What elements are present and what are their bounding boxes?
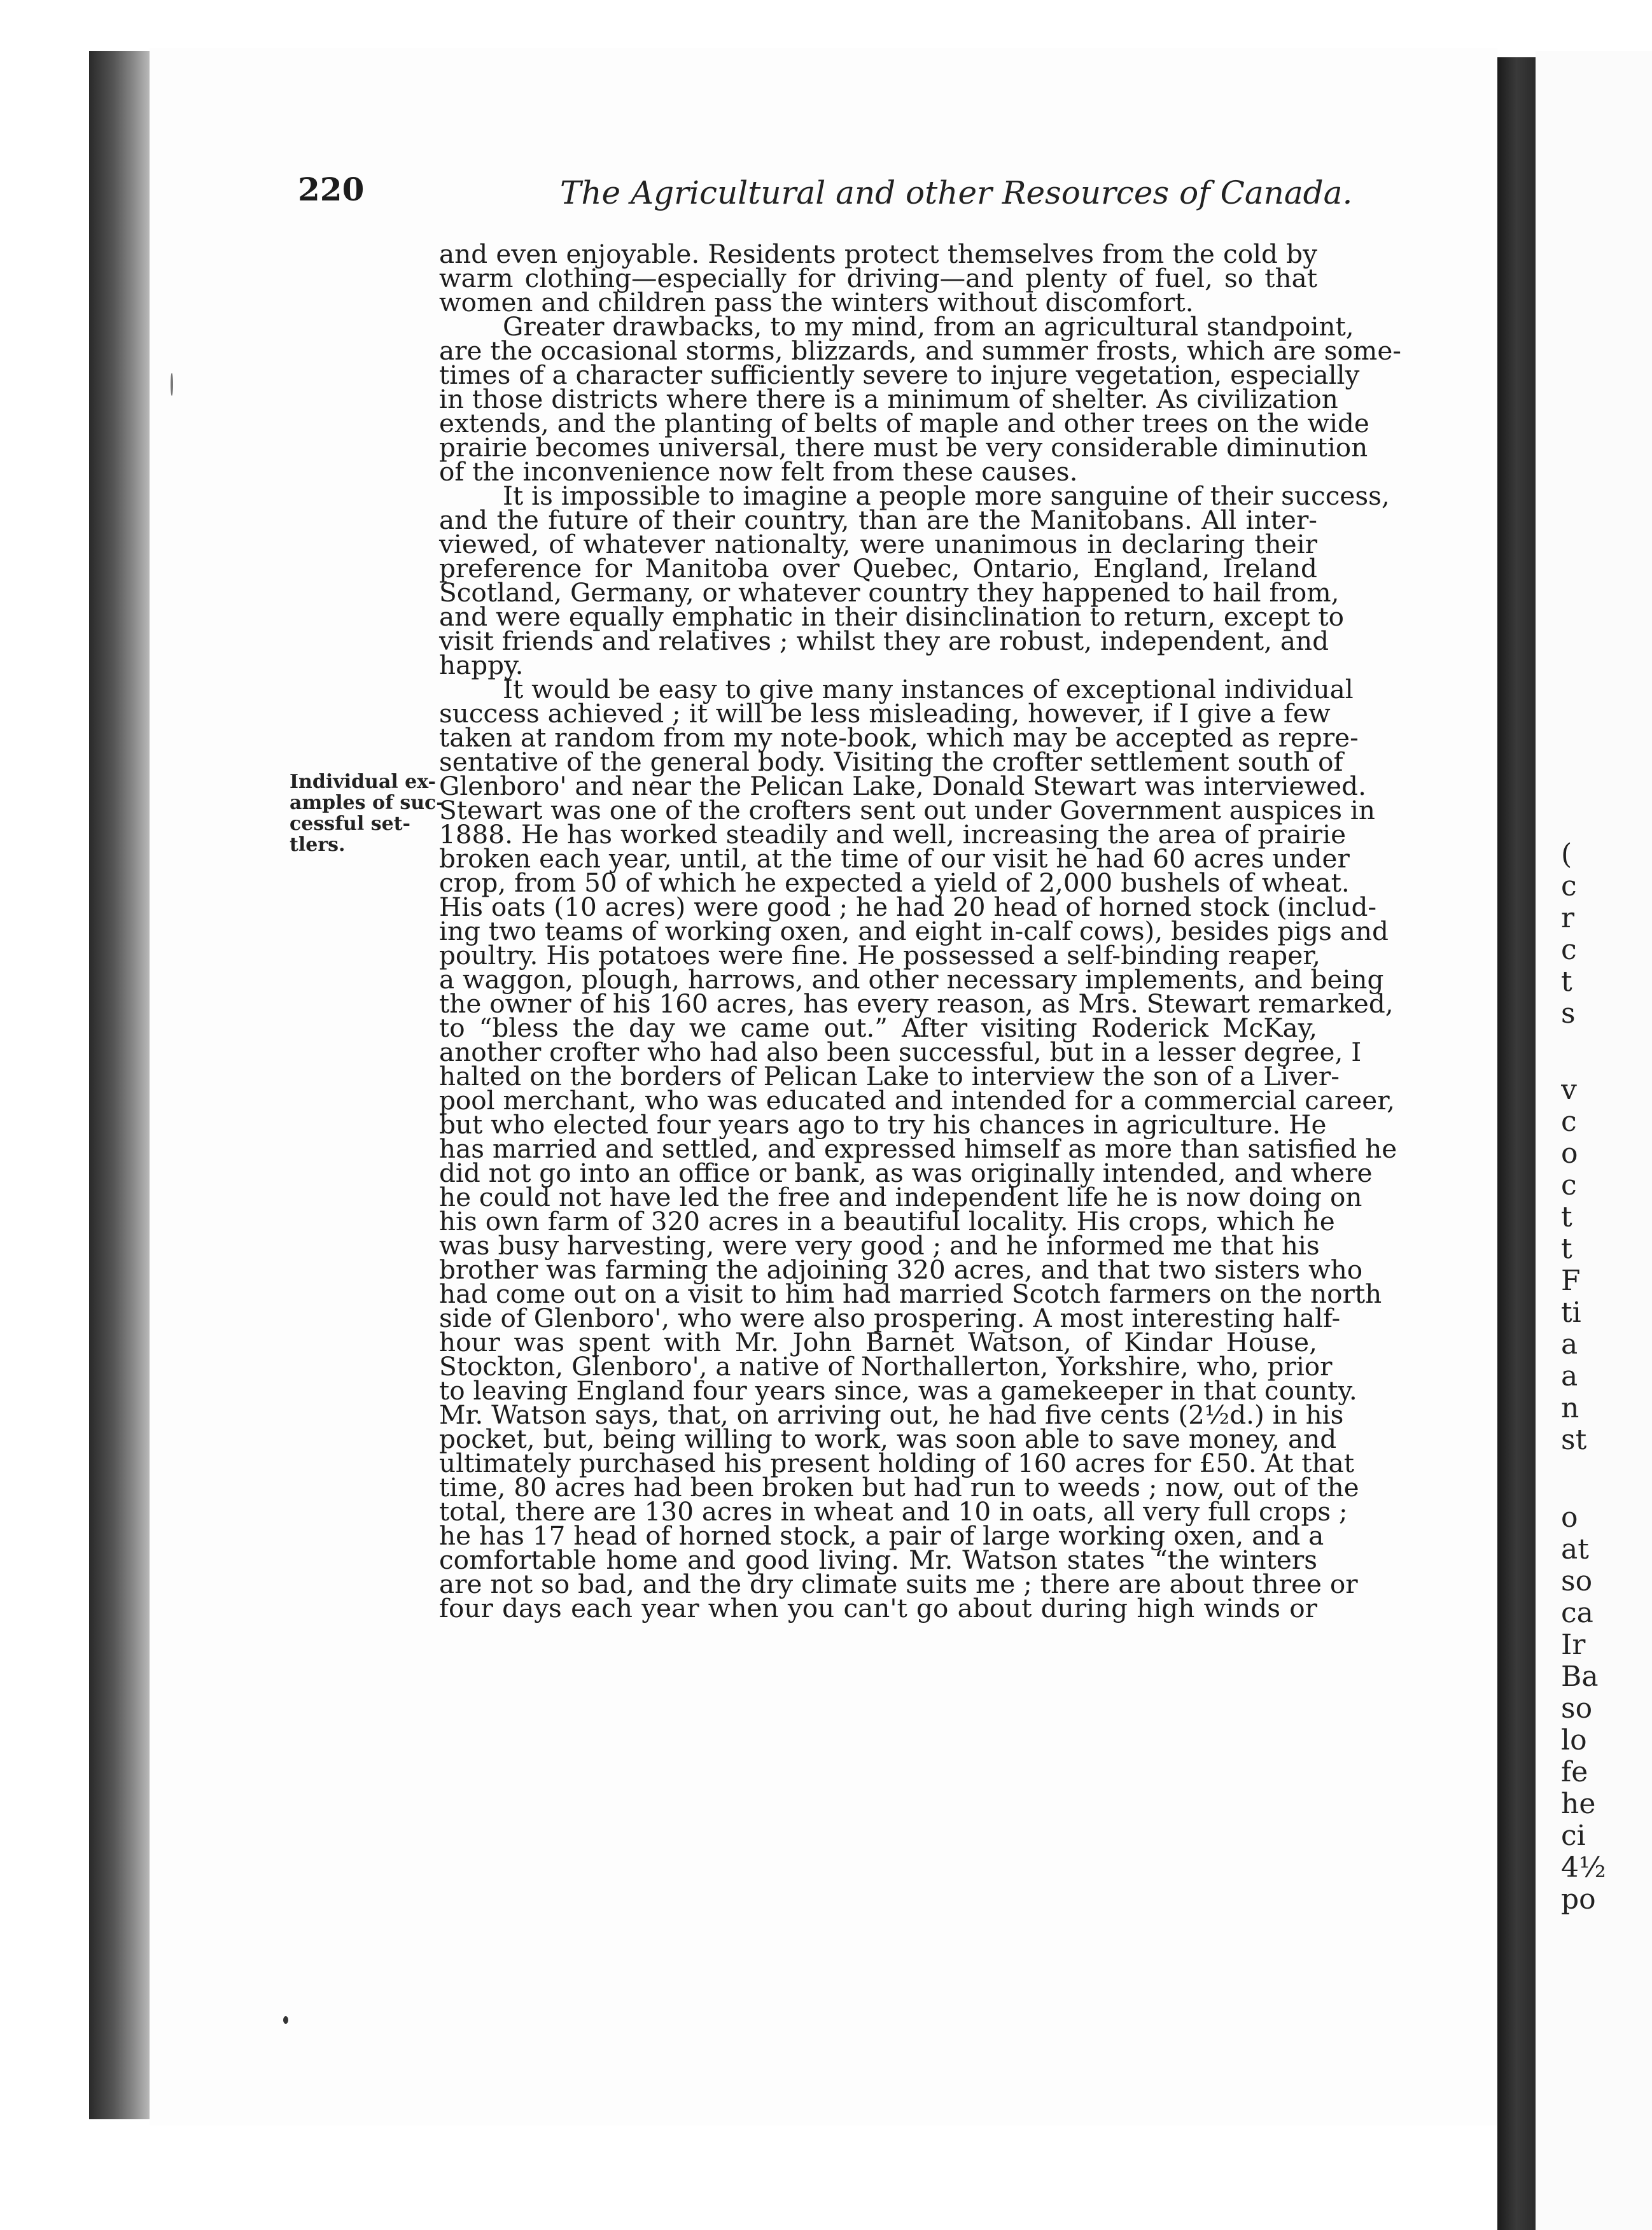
text-line: prairie becomes universal, there must be very considerable diminution (439, 432, 1368, 463)
text-line: he has 17 head of horned stock, a pair of large working oxen, and a (439, 1520, 1324, 1551)
page-number: 220 (298, 171, 365, 208)
body-text (439, 239, 1401, 1623)
facing-page-fragment: ( (1561, 839, 1572, 871)
facing-page-fragment: o (1561, 1502, 1578, 1534)
facing-page-fragment: at (1561, 1534, 1589, 1566)
facing-page-fragment: lo (1561, 1725, 1587, 1757)
text-line: happy. (439, 650, 524, 680)
facing-page-fragment: c (1561, 934, 1577, 966)
facing-page-fragment: ca (1561, 1597, 1593, 1629)
text-line: comfortable home and good living. Mr. Watson states “the winters (439, 1545, 1317, 1575)
text-line: pocket, but, being willing to work, was soon able to save money, and (439, 1424, 1337, 1454)
text-line: 1888. He has worked steadily and well, increasing the area of prairie (439, 819, 1347, 850)
facing-page-fragment: n (1561, 1392, 1579, 1424)
text-line: halted on the borders of Pelican Lake to interview the son of a Liver- (439, 1061, 1340, 1091)
facing-page-fragment: t (1561, 1202, 1572, 1233)
speck-mark (283, 2016, 288, 2024)
text-line: time, 80 acres had been broken but had run to weeds ; now, out of the (439, 1472, 1359, 1503)
text-line: women and children pass the winters without discomfort. (439, 287, 1194, 318)
text-line: success achieved ; it will be less misleading, however, if I give a few (439, 698, 1331, 729)
text-line: crop, from 50 of which he expected a yield of 2,000 bushels of wheat. (439, 867, 1350, 898)
facing-page-fragment: a (1561, 1361, 1578, 1392)
text-line: are the occasional storms, blizzards, and summer frosts, which are some- (439, 335, 1401, 366)
facing-page-fragment: v (1561, 1074, 1577, 1106)
text-line: has married and settled, and expressed himself as more than satisfied he (439, 1133, 1397, 1164)
facing-page-fragment: so (1561, 1693, 1593, 1725)
text-line: pool merchant, who was educated and intended for a commercial career, (439, 1085, 1396, 1116)
text-line: It would be easy to give many instances of exceptional individual (503, 674, 1354, 705)
text-line: Stewart was one of the crofters sent out under Government auspices in (439, 795, 1375, 825)
text-line: His oats (10 acres) were good ; he had 20 head of horned stock (includ- (439, 892, 1377, 922)
text-line: had come out on a visit to him had married Scotch farmers on the north (439, 1279, 1382, 1309)
running-title: The Agricultural and other Resources of Canada. (560, 174, 1353, 211)
text-line: his own farm of 320 acres in a beautiful locality. His crops, which he (439, 1206, 1335, 1237)
text-line: a waggon, plough, harrows, and other necessary implements, and being (439, 964, 1384, 995)
text-line: visit friends and relatives ; whilst they are robust, independent, and (439, 626, 1329, 656)
text-line: but who elected four years ago to try his chances in agriculture. He (439, 1109, 1327, 1140)
facing-page-fragment: t (1561, 966, 1572, 998)
text-line: broken each year, until, at the time of our visit he had 60 acres under (439, 843, 1350, 874)
text-line: Stockton, Glenboro', a native of Northallerton, Yorkshire, who, prior (439, 1351, 1333, 1382)
text-line: of the inconvenience now felt from these causes. (439, 456, 1078, 487)
text-line: side of Glenboro', who were also prospering. A most interesting half- (439, 1303, 1341, 1333)
text-line: warm clothing—especially for driving—and plenty of fuel, so that (439, 263, 1317, 293)
text-line: was busy harvesting, were very good ; and he informed me that his (439, 1230, 1320, 1261)
facing-page-fragment: he (1561, 1788, 1596, 1820)
binding-shadow (89, 51, 159, 2119)
text-line: to leaving England four years since, was a gamekeeper in that county. (439, 1375, 1357, 1406)
text-line: another crofter who had also been successful, but in a lesser degree, I (439, 1037, 1362, 1067)
text-line: to “bless the day we came out.” After visiting Roderick McKay, (439, 1013, 1317, 1043)
text-line: extends, and the planting of belts of maple and other trees on the wide (439, 408, 1369, 438)
text-line: Glenboro' and near the Pelican Lake, Donald Stewart was interviewed. (439, 771, 1366, 801)
facing-page-fragment: so (1561, 1566, 1593, 1597)
text-line: and were equally emphatic in their disinclination to return, except to (439, 601, 1345, 632)
text-line: Scotland, Germany, or whatever country they happened to hail from, (439, 577, 1340, 608)
facing-page-fragment: c (1561, 1170, 1577, 1202)
margin-note-line: Individual ex- (290, 771, 437, 793)
facing-page-edge (1536, 51, 1652, 2230)
text-line: hour was spent with Mr. John Barnet Watson, of Kindar House, (439, 1327, 1317, 1357)
margin-note-line: amples of suc- (290, 792, 444, 814)
facing-page-fragment: Ir (1561, 1629, 1586, 1661)
text-line: ing two teams of working oxen, and eight in-calf cows), besides pigs and (439, 916, 1389, 946)
facing-page-fragment: c (1561, 871, 1577, 902)
text-line: total, there are 130 acres in wheat and 10 in oats, all very full crops ; (439, 1496, 1348, 1527)
text-line: sentative of the general body. Visiting the crofter settlement south of (439, 747, 1343, 777)
text-line: viewed, of whatever nationalty, were unanimous in declaring their (439, 529, 1317, 559)
text-line: in those districts where there is a minimum of shelter. As civilization (439, 384, 1338, 414)
facing-page-fragment: r (1561, 902, 1575, 934)
text-line: and the future of their country, than are the Manitobans. All inter- (439, 505, 1317, 535)
text-line: Greater drawbacks, to my mind, from an agricultural standpoint, (503, 311, 1354, 342)
facing-page-fragment: ci (1561, 1820, 1586, 1852)
text-line: did not go into an office or bank, as was originally intended, and where (439, 1158, 1373, 1188)
text-line: preference for Manitoba over Quebec, Ontario, England, Ireland (439, 553, 1317, 584)
speck-mark (171, 373, 173, 396)
facing-page-fragment: fe (1561, 1757, 1588, 1788)
text-line: taken at random from my note-book, which may be accepted as repre- (439, 722, 1359, 753)
facing-page-fragment: 4½ (1561, 1852, 1606, 1884)
facing-page-fragment: ti (1561, 1297, 1581, 1329)
text-line: times of a character sufficiently severe to injure vegetation, especially (439, 360, 1360, 390)
page-gutter (1497, 57, 1536, 2230)
text-line: are not so bad, and the dry climate suits me ; there are about three or (439, 1569, 1358, 1599)
facing-page-fragment: c (1561, 1106, 1577, 1138)
text-line: It is impossible to imagine a people more sanguine of their success, (503, 480, 1390, 511)
facing-page-fragment: a (1561, 1329, 1578, 1361)
text-line: poultry. His potatoes were fine. He possessed a self-binding reaper, (439, 940, 1320, 971)
text-line: the owner of his 160 acres, has every reason, as Mrs. Stewart remarked, (439, 988, 1394, 1019)
text-line: brother was farming the adjoining 320 acres, and that two sisters who (439, 1254, 1363, 1285)
facing-page-fragment: o (1561, 1138, 1578, 1170)
facing-page-fragment: F (1561, 1265, 1581, 1297)
text-line: Mr. Watson says, that, on arriving out, he had five cents (2½d.) in his (439, 1399, 1344, 1430)
margin-note-line: tlers. (290, 834, 346, 856)
facing-page-fragment: po (1561, 1884, 1596, 1916)
facing-page-fragment: s (1561, 998, 1576, 1030)
text-line: four days each year when you can't go about during high winds or (439, 1593, 1317, 1623)
text-line: he could not have led the free and independent life he is now doing on (439, 1182, 1362, 1212)
margin-note-line: cessful set- (290, 813, 410, 835)
facing-page-fragment: Ba (1561, 1661, 1599, 1693)
facing-page-fragment: t (1561, 1233, 1572, 1265)
text-line: and even enjoyable. Residents protect themselves from the cold by (439, 239, 1317, 269)
facing-page-fragment: st (1561, 1424, 1587, 1456)
margin-note (290, 771, 445, 855)
text-line: ultimately purchased his present holding of 160 acres for £50. At that (439, 1448, 1355, 1478)
